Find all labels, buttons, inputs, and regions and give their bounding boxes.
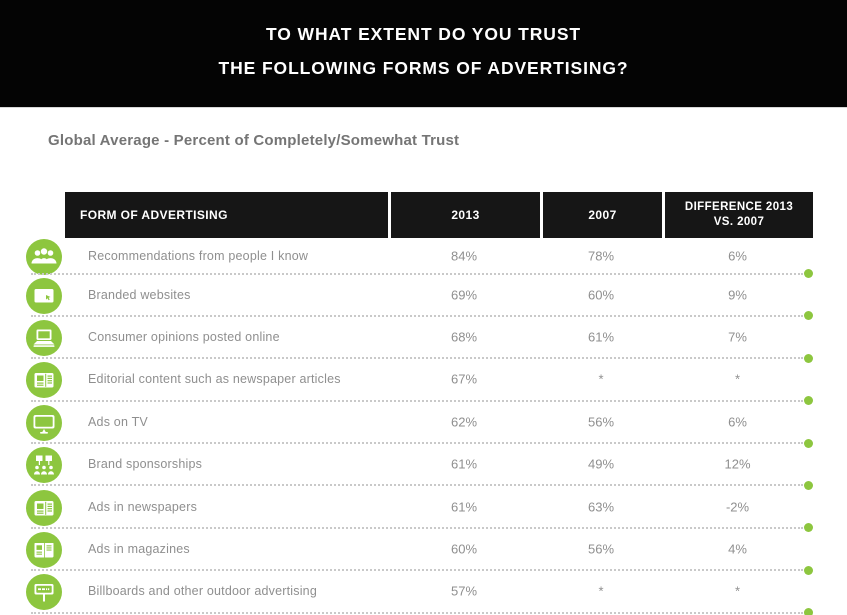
magazine-icon xyxy=(26,532,62,568)
value-2007: * xyxy=(598,371,604,387)
row-label: Brand sponsorships xyxy=(88,457,203,472)
row-label: Branded websites xyxy=(88,287,191,302)
value-2007: 56% xyxy=(587,541,615,557)
green-end-dot xyxy=(804,608,813,615)
table-row xyxy=(65,401,813,443)
value-2013: 61% xyxy=(450,499,478,515)
table-row xyxy=(65,358,813,400)
value-2013: 68% xyxy=(450,329,478,345)
title-line-1: TO WHAT EXTENT DO YOU TRUST xyxy=(266,24,581,44)
sponsorship-icon xyxy=(26,447,62,483)
value-difference: 12% xyxy=(724,456,751,472)
table-row xyxy=(65,485,813,527)
column-header-difference: DIFFERENCE 2013 VS. 2007 xyxy=(662,192,813,238)
column-header-2007: 2007 xyxy=(540,192,662,238)
table-row xyxy=(65,274,813,316)
value-2013: 61% xyxy=(450,456,478,472)
people-icon xyxy=(26,239,62,275)
value-2013: 57% xyxy=(450,583,478,599)
row-label: Editorial content such as newspaper articles xyxy=(88,372,341,387)
value-2007: 63% xyxy=(587,499,615,515)
title-line-2: THE FOLLOWING FORMS OF ADVERTISING? xyxy=(218,58,629,78)
table-row xyxy=(65,528,813,570)
column-header-form-of-advertising: FORM OF ADVERTISING xyxy=(65,192,388,238)
table-row xyxy=(65,238,813,274)
table-row xyxy=(65,316,813,358)
table-body xyxy=(65,238,813,613)
value-difference: -2% xyxy=(725,499,750,515)
value-difference: 9% xyxy=(728,287,747,303)
tv-icon xyxy=(26,405,62,441)
row-separator-dotted-line xyxy=(31,612,803,614)
table-row xyxy=(65,443,813,485)
value-difference: * xyxy=(734,371,741,387)
value-difference: 6% xyxy=(728,414,747,430)
value-2013: 69% xyxy=(450,287,478,303)
trust-table xyxy=(65,192,813,613)
value-2007: 56% xyxy=(587,414,615,430)
row-label: Recommendations from people I know xyxy=(88,248,309,263)
row-label: Ads in newspapers xyxy=(88,499,198,514)
table-row xyxy=(65,570,813,612)
row-label: Ads on TV xyxy=(88,414,148,429)
laptop-icon xyxy=(26,320,62,356)
row-label: Consumer opinions posted online xyxy=(88,330,280,345)
row-label: Ads in magazines xyxy=(88,542,190,557)
value-2013: 84% xyxy=(450,248,478,264)
newspaper-icon xyxy=(26,362,62,398)
table-header-row xyxy=(65,192,813,238)
title-banner xyxy=(0,0,847,108)
value-difference: * xyxy=(734,583,741,599)
value-2007: 61% xyxy=(587,329,615,345)
chart-subtitle: Global Average - Percent of Completely/Somewhat Trust xyxy=(48,132,460,149)
value-2007: 49% xyxy=(587,456,615,472)
newspaper-icon xyxy=(26,490,62,526)
value-2007: * xyxy=(598,583,604,599)
billboard-icon xyxy=(26,574,62,610)
value-2013: 62% xyxy=(450,414,478,430)
value-2013: 67% xyxy=(450,371,478,387)
value-difference: 4% xyxy=(728,541,747,557)
value-2007: 78% xyxy=(587,248,615,264)
column-header-2013: 2013 xyxy=(388,192,540,238)
value-difference: 6% xyxy=(728,248,747,264)
row-label: Billboards and other outdoor advertising xyxy=(88,584,317,599)
website-icon xyxy=(26,278,62,314)
value-2007: 60% xyxy=(587,287,615,303)
value-2013: 60% xyxy=(450,541,478,557)
value-difference: 7% xyxy=(728,329,747,345)
